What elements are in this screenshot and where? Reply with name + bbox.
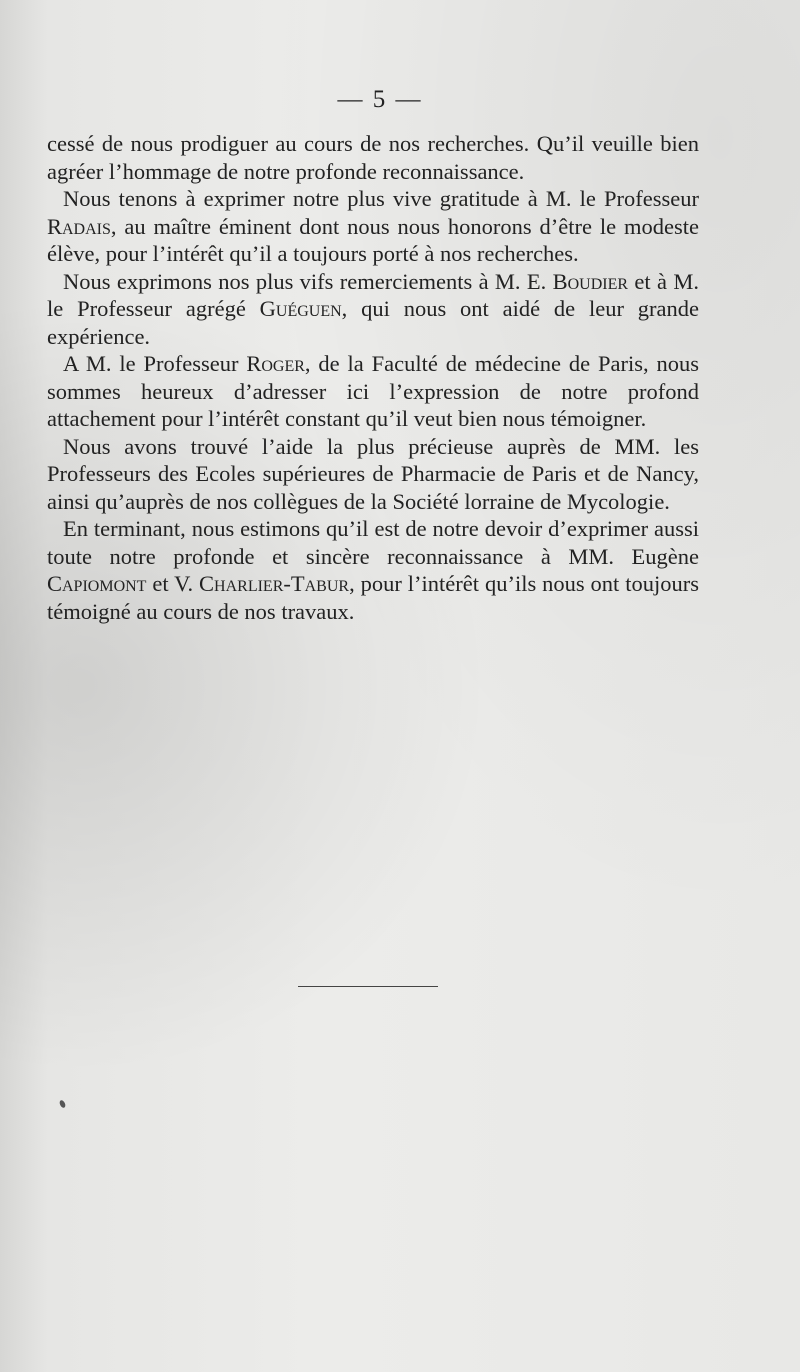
text-run: , de la Faculté de médecine de Paris, nous sommes heureux d’adresser ici l’expression de notre profond attachement pour l’intérêt constant qu’il veut bien nous témoigner. bbox=[47, 351, 699, 431]
person-name: Guéguen bbox=[259, 296, 342, 321]
person-name: Capiomont bbox=[47, 571, 147, 596]
body-text bbox=[47, 130, 699, 625]
text-run: et à M. le Professeur agrégé bbox=[47, 268, 699, 321]
text-run: A M. le Professeur bbox=[63, 351, 247, 376]
person-name: Radais bbox=[47, 213, 111, 239]
paragraph-closing bbox=[47, 515, 699, 625]
text-run: , au maître éminent dont nous nous honorons d’être le modeste élève, pour l’intérêt qu’il a toujours porté à nos recherches. bbox=[47, 213, 699, 266]
paragraph-roger bbox=[47, 350, 699, 433]
text-run: , pour l’intérêt qu’ils nous ont toujours témoigné au cours de nos travaux. bbox=[47, 571, 699, 624]
text-run: et V. bbox=[146, 571, 200, 596]
ink-speck bbox=[59, 1099, 67, 1108]
paragraph-continuation bbox=[47, 130, 699, 185]
text-run: Nous avons trouvé l’aide la plus précieuse auprès de MM. les Professeurs des Ecoles supérieures de Pharmacie de Paris et de Nancy, ainsi qu’auprès de nos collègues de la Société lorraine de Mycologie. bbox=[47, 433, 699, 514]
text-run: Nous exprimons nos plus vifs remerciements à M. E. bbox=[63, 268, 553, 294]
person-name: Boudier bbox=[552, 268, 629, 294]
page-number: — 5 — bbox=[337, 86, 423, 113]
text-run: Nous tenons à exprimer notre plus vive gratitude à M. le Professeur bbox=[63, 186, 699, 211]
text-run: cessé de nous prodiguer au cours de nos recherches. Qu’il veuille bien agréer l’hommage de notre profonde reconnaissance. bbox=[47, 131, 699, 184]
paragraph-radais bbox=[47, 185, 699, 268]
text-run: , qui nous ont aidé de leur grande expérience. bbox=[47, 296, 699, 349]
paragraph-boudier-gueguen bbox=[47, 268, 699, 351]
paragraph-professeurs bbox=[47, 433, 699, 516]
section-divider bbox=[298, 986, 438, 987]
person-name: Roger bbox=[246, 351, 305, 376]
text-run: En terminant, nous estimons qu’il est de notre devoir d’exprimer aussi toute notre profonde et sincère reconnaissance à MM. Eugène bbox=[47, 516, 699, 569]
person-name: Charlier-Tabur bbox=[199, 571, 350, 596]
